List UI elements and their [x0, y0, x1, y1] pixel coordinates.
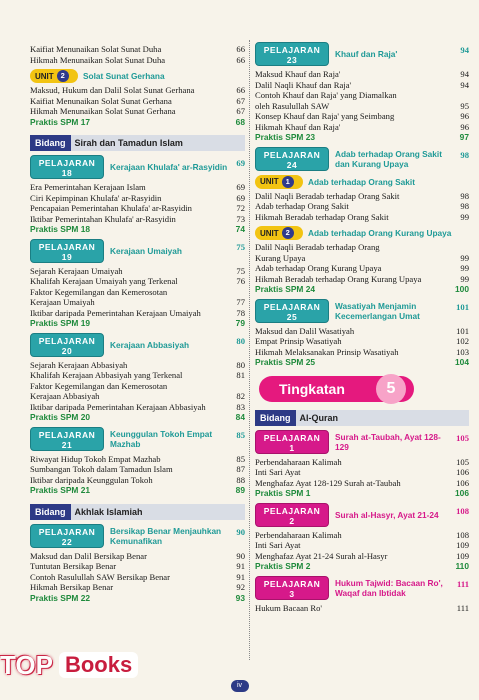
toc-entry[interactable]: [255, 253, 469, 264]
pelajaran-number: 22: [61, 536, 73, 547]
entry-page: 89: [235, 485, 245, 495]
entry-title: Konsep Khauf dan Raja' yang Seimbang: [255, 111, 395, 121]
entry-page: 91: [236, 561, 245, 571]
entry-page: 81: [236, 370, 245, 380]
toc-entry[interactable]: [30, 96, 245, 107]
pelajaran-badge: [255, 147, 329, 171]
toc-entry[interactable]: [30, 381, 245, 392]
entry-title: Kaifiat Menunaikan Solat Sunat Duha: [30, 44, 162, 54]
bidang-title: Akhlak Islamiah: [74, 506, 143, 517]
entry-page: 80: [236, 359, 245, 370]
tingkatan-number: 5: [376, 374, 406, 404]
entry-title: Maksud, Hukum dan Dalil Solat Sunat Gerhana: [30, 85, 195, 95]
toc-entry[interactable]: [255, 101, 469, 112]
pelajaran-badge: [30, 333, 104, 357]
pelajaran-title: Kerajaan Umaiyah: [110, 245, 182, 256]
entry-page: 88: [236, 474, 245, 485]
entry-title: Kerajaan Abbasiyah: [30, 391, 100, 401]
praktis-entry[interactable]: [30, 117, 245, 128]
unit-label: UNIT: [35, 71, 54, 81]
entry-page: 106: [455, 488, 469, 498]
praktis-entry[interactable]: [30, 224, 245, 235]
entry-title: Menghafaz Ayat 21-24 Surah al-Hasyr: [255, 550, 388, 561]
entry-page: 87: [236, 464, 245, 474]
toc-entry[interactable]: [30, 475, 245, 486]
toc-entry[interactable]: [30, 454, 245, 465]
entry-page: [231, 287, 245, 298]
pelajaran-label: PELAJARAN: [38, 526, 96, 537]
toc-entry[interactable]: [30, 391, 245, 402]
toc-entry[interactable]: [30, 572, 245, 583]
entry-title: Praktis SPM 22: [30, 592, 91, 603]
toc-entry[interactable]: [255, 603, 469, 614]
toc-entry[interactable]: [30, 551, 245, 562]
entry-page: 66: [236, 44, 245, 54]
pelajaran-number: 24: [286, 159, 298, 170]
pelajaran-number: 19: [61, 251, 73, 262]
pelajaran-number: 2: [289, 515, 295, 526]
toc-entry[interactable]: [255, 478, 469, 489]
entry-title: Menghafaz Ayat 128-129 Surah at-Taubah: [255, 477, 401, 488]
unit-badge: [255, 175, 303, 189]
entry-title: Iktibar Pemerintahan Khulafa' ar-Rasyidin: [30, 213, 176, 224]
toc-entry[interactable]: [255, 69, 469, 80]
pelajaran-page: 94: [460, 45, 469, 55]
toc-entry[interactable]: [255, 201, 469, 212]
topbooks-watermark-logo: [0, 650, 210, 680]
pelajaran-page: 98: [460, 149, 469, 160]
pelajaran-number: 18: [61, 168, 73, 178]
page-number: iv: [231, 680, 249, 692]
entry-page: 85: [236, 453, 245, 464]
entry-title: Sejarah Kerajaan Abbasiyah: [30, 359, 128, 370]
entry-page: 105: [456, 456, 469, 467]
toc-entry[interactable]: [255, 551, 469, 562]
bidang-title: Al-Quran: [299, 412, 339, 423]
entry-title: Praktis SPM 20: [30, 412, 91, 422]
entry-title: Praktis SPM 25: [255, 357, 316, 367]
pelajaran-label: PELAJARAN: [263, 505, 321, 516]
pelajaran-header[interactable]: [255, 503, 469, 527]
pelajaran-badge: [30, 427, 104, 451]
entry-title: Hikmah Khauf dan Raja': [255, 121, 341, 132]
pelajaran-number: 23: [286, 55, 298, 65]
pelajaran-header[interactable]: [30, 524, 245, 548]
pelajaran-number: 21: [61, 439, 73, 450]
entry-title: Tuntutan Bersikap Benar: [30, 561, 117, 571]
pelajaran-number: 1: [289, 442, 295, 453]
entry-title: Hikmah Menunaikan Solat Sunat Gerhana: [30, 106, 176, 116]
unit-title: Solat Sunat Gerhana: [83, 71, 165, 81]
entry-title: Praktis SPM 2: [255, 561, 311, 571]
entry-page: 97: [459, 132, 469, 142]
pelajaran-header[interactable]: [255, 430, 469, 454]
pelajaran-label: PELAJARAN: [263, 149, 321, 160]
pelajaran-label: PELAJARAN: [38, 158, 96, 168]
toc-entry[interactable]: [30, 297, 245, 308]
pelajaran-page: 90: [236, 526, 245, 537]
toc-entry[interactable]: [30, 582, 245, 593]
bidang-tag: Bidang: [30, 135, 71, 151]
entry-title: Inti Sari Ayat: [255, 467, 301, 477]
entry-page: 73: [236, 213, 245, 224]
entry-title: Praktis SPM 24: [255, 284, 316, 294]
pelajaran-header[interactable]: [30, 333, 245, 357]
entry-title: Maksud dan Dalil Bersikap Benar: [30, 550, 147, 561]
entry-page: 99: [460, 273, 469, 284]
praktis-entry[interactable]: [30, 318, 245, 329]
entry-title: Hikmah Beradab terhadap Orang Sakit: [255, 211, 389, 222]
entry-page: 90: [236, 550, 245, 561]
entry-title: Iktibar daripada Pemerintahan Kerajaan Abbasiyah: [30, 401, 206, 412]
unit-badge: [30, 69, 78, 83]
entry-title: Maksud dan Dalil Wasatiyah: [255, 325, 355, 336]
toc-entry[interactable]: [255, 457, 469, 468]
pelajaran-title: Hukum Tajwid: Bacaan Ro', Waqaf dan Ibtidak: [335, 577, 443, 598]
pelajaran-title: Khauf dan Raja': [335, 49, 398, 59]
entry-title: Hukum Bacaan Ro': [255, 602, 322, 613]
toc-entry[interactable]: [30, 85, 245, 96]
entry-title: Dalil Naqli Beradab terhadap Orang: [255, 242, 380, 252]
pelajaran-page: 108: [456, 505, 469, 516]
bidang-tag: Bidang: [255, 410, 296, 426]
toc-entry[interactable]: [255, 347, 469, 358]
entry-page: 96: [460, 111, 469, 121]
entry-title: Inti Sari Ayat: [255, 540, 301, 550]
entry-title: Era Pemerintahan Kerajaan Islam: [30, 182, 146, 192]
entry-page: 99: [460, 263, 469, 273]
toc-entry[interactable]: [30, 203, 245, 214]
entry-title: Praktis SPM 17: [30, 116, 91, 127]
entry-page: 101: [456, 325, 469, 336]
entry-page: 95: [460, 100, 469, 111]
entry-title: oleh Rasulullah SAW: [255, 100, 330, 111]
toc-entry[interactable]: [255, 212, 469, 223]
toc-entry[interactable]: [30, 106, 245, 117]
entry-title: Contoh Rasulullah SAW Bersikap Benar: [30, 571, 170, 582]
pelajaran-label: PELAJARAN: [263, 432, 321, 443]
entry-title: Kurang Upaya: [255, 252, 306, 263]
entry-page: 102: [456, 336, 469, 346]
entry-title: Pencapaian Pemerintahan Khulafa' ar-Rasyidin: [30, 203, 192, 213]
pelajaran-header[interactable]: [255, 147, 469, 171]
pelajaran-number: 20: [61, 345, 73, 356]
entry-page: 106: [456, 467, 469, 477]
toc-entry[interactable]: [30, 287, 245, 298]
entry-title: Dalil Naqli Beradab terhadap Orang Sakit: [255, 190, 400, 201]
toc-entry[interactable]: [30, 360, 245, 371]
toc-entry[interactable]: [255, 80, 469, 91]
toc-entry[interactable]: [30, 44, 245, 55]
pelajaran-page: 111: [457, 578, 469, 589]
pelajaran-badge: [255, 299, 329, 323]
entry-page: 78: [236, 307, 245, 318]
pelajaran-number: 3: [289, 588, 295, 599]
toc-entry[interactable]: [30, 193, 245, 204]
entry-page: 108: [456, 529, 469, 540]
entry-title: Hikmah Menunaikan Solat Sunat Duha: [30, 54, 166, 65]
entry-page: 99: [460, 252, 469, 263]
pelajaran-label: PELAJARAN: [263, 578, 321, 589]
entry-page: [455, 242, 469, 253]
toc-right-column: [255, 42, 469, 613]
pelajaran-title: Surah al-Hasyr, Ayat 21-24: [335, 509, 439, 520]
entry-page: 75: [236, 265, 245, 276]
pelajaran-badge: [30, 524, 104, 548]
pelajaran-header[interactable]: [30, 155, 245, 179]
entry-page: 69: [236, 192, 245, 203]
pelajaran-page: 85: [236, 429, 245, 440]
entry-title: Adab terhadap Orang Kurang Upaya: [255, 263, 382, 273]
entry-page: 67: [236, 106, 245, 116]
entry-page: 72: [236, 203, 245, 213]
pelajaran-page: 75: [236, 241, 245, 252]
toc-entry[interactable]: [255, 111, 469, 122]
unit-title: Adab terhadap Orang Sakit: [308, 176, 415, 187]
tingkatan-banner: [259, 376, 414, 402]
tingkatan-label: Tingkatan: [279, 380, 345, 397]
bidang-header: [30, 135, 245, 151]
entry-page: 76: [236, 276, 245, 286]
entry-page: 74: [235, 224, 245, 234]
logo-top-text: TOP: [0, 649, 53, 680]
toc-entry[interactable]: [255, 90, 469, 101]
pelajaran-title: Kerajaan Abbasiyah: [110, 339, 190, 350]
entry-page: [455, 90, 469, 101]
entry-title: Faktor Kegemilangan dan Kemerosotan: [30, 286, 168, 297]
entry-title: Hikmah Bersikap Benar: [30, 582, 114, 592]
bidang-tag: Bidang: [30, 504, 71, 520]
pelajaran-header[interactable]: [255, 576, 469, 600]
entry-page: 79: [235, 318, 245, 328]
entry-page: 94: [460, 79, 469, 90]
bidang-header: [255, 410, 469, 426]
entry-page: 103: [456, 346, 469, 357]
toc-entry[interactable]: [255, 326, 469, 337]
entry-page: 93: [235, 592, 245, 603]
toc-entry[interactable]: [30, 182, 245, 193]
toc-entry[interactable]: [30, 214, 245, 225]
column-divider: [249, 40, 250, 660]
toc-section-duha: [30, 44, 245, 65]
pelajaran-label: PELAJARAN: [263, 301, 321, 312]
entry-page: 83: [236, 401, 245, 412]
pelajaran-badge: [255, 430, 329, 454]
entry-title: Adab terhadap Orang Sakit: [255, 201, 349, 211]
entry-title: Iktibar daripada Keunggulan Tokoh: [30, 474, 153, 485]
pelajaran-title: Kerajaan Khulafa' ar-Rasyidin: [110, 162, 228, 172]
entry-page: 82: [236, 391, 245, 401]
pelajaran-label: PELAJARAN: [38, 429, 96, 440]
pelajaran-header[interactable]: [255, 299, 469, 323]
entry-title: Dalil Naqli Khauf dan Raja': [255, 79, 352, 90]
entry-title: Khalifah Kerajaan Umaiyah yang Terkenal: [30, 276, 178, 286]
entry-page: 69: [236, 182, 245, 192]
entry-title: Riwayat Hidup Tokoh Empat Mazhab: [30, 453, 161, 464]
entry-page: 66: [236, 54, 245, 65]
toc-entry[interactable]: [255, 191, 469, 202]
toc-entry[interactable]: [255, 530, 469, 541]
entry-title: Hikmah Beradab terhadap Orang Kurang Upaya: [255, 273, 422, 284]
pelajaran-label: PELAJARAN: [263, 45, 321, 55]
praktis-entry[interactable]: [30, 485, 245, 496]
toc-entry[interactable]: [30, 370, 245, 381]
praktis-entry[interactable]: [255, 284, 469, 295]
toc-entry[interactable]: [30, 402, 245, 413]
unit-number: 2: [282, 227, 294, 239]
entry-page: 109: [456, 540, 469, 550]
toc-entry[interactable]: [30, 266, 245, 277]
unit-number: 2: [57, 70, 69, 82]
pelajaran-badge: [255, 576, 329, 600]
entry-title: Perbendaharaan Kalimah: [255, 456, 342, 467]
toc-entry[interactable]: [255, 274, 469, 285]
pelajaran-header[interactable]: [255, 42, 469, 66]
entry-page: 84: [235, 412, 245, 422]
entry-title: Sejarah Kerajaan Umaiyah: [30, 265, 123, 276]
entry-page: 104: [455, 357, 469, 367]
unit-badge: [255, 226, 303, 240]
pelajaran-title: Wasatiyah Menjamin Kecemerlangan Umat: [335, 300, 420, 321]
entry-title: Faktor Kegemilangan dan Kemerosotan: [30, 380, 168, 391]
toc-entry[interactable]: [30, 308, 245, 319]
entry-title: Hikmah Melaksanakan Prinsip Wasatiyah: [255, 346, 399, 357]
toc-left-column: [30, 44, 245, 603]
logo-books-text: Books: [59, 652, 138, 678]
entry-page: 92: [236, 582, 245, 592]
toc-entry[interactable]: [255, 336, 469, 347]
praktis-entry[interactable]: [255, 488, 469, 499]
entry-page: 98: [460, 201, 469, 211]
entry-page: [231, 381, 245, 392]
pelajaran-page: 80: [236, 335, 245, 346]
entry-page: 106: [456, 477, 469, 488]
pelajaran-title: Surah at-Taubah, Ayat 128-129: [335, 431, 441, 452]
unit-header[interactable]: [255, 175, 469, 189]
pelajaran-page: 105: [456, 432, 469, 443]
praktis-entry[interactable]: [255, 357, 469, 368]
pelajaran-badge: [255, 503, 329, 527]
entry-title: Khalifah Kerajaan Abbasiyah yang Terkenal: [30, 370, 183, 380]
toc-entry[interactable]: [255, 467, 469, 478]
praktis-entry[interactable]: [30, 412, 245, 423]
entry-title: Contoh Khauf dan Raja' yang Diamalkan: [255, 90, 397, 100]
entry-page: 66: [236, 85, 245, 95]
unit-header[interactable]: [30, 69, 245, 83]
entry-title: Ciri Kepimpinan Khulafa' ar-Rasyidin: [30, 192, 162, 203]
praktis-entry[interactable]: [255, 561, 469, 572]
entry-page: 111: [456, 602, 469, 613]
pelajaran-header[interactable]: [30, 427, 245, 451]
toc-entry[interactable]: [30, 276, 245, 287]
pelajaran-badge: [30, 155, 104, 179]
entry-page: 110: [455, 561, 469, 571]
pelajaran-label: PELAJARAN: [38, 335, 96, 346]
pelajaran-badge: [30, 239, 104, 263]
pelajaran-label: PELAJARAN: [38, 241, 96, 252]
entry-title: Praktis SPM 1: [255, 488, 311, 498]
entry-page: 99: [460, 211, 469, 222]
entry-title: Praktis SPM 18: [30, 224, 91, 234]
unit-label: UNIT: [260, 177, 279, 186]
pelajaran-title: Keunggulan Tokoh Empat Mazhab: [110, 428, 213, 449]
entry-title: Praktis SPM 19: [30, 318, 91, 328]
entry-page: 94: [460, 69, 469, 79]
entry-title: Maksud Khauf dan Raja': [255, 69, 341, 79]
pelajaran-title: Bersikap Benar Menjauhkan Kemunafikan: [110, 525, 222, 546]
pelajaran-title: Adab terhadap Orang Sakit dan Kurang Upaya: [335, 148, 442, 169]
entry-page: 68: [235, 116, 245, 127]
pelajaran-badge: [255, 42, 329, 66]
entry-title: Sumbangan Tokoh dalam Tamadun Islam: [30, 464, 173, 474]
toc-entry[interactable]: [255, 540, 469, 551]
entry-title: Praktis SPM 21: [30, 485, 91, 495]
bidang-header: [30, 504, 245, 520]
entry-title: Praktis SPM 23: [255, 132, 316, 142]
unit-header[interactable]: [255, 226, 469, 240]
unit-number: 1: [282, 176, 294, 188]
entry-page: 96: [460, 121, 469, 132]
pelajaran-number: 25: [286, 311, 298, 322]
entry-title: Kerajaan Umaiyah: [30, 297, 95, 307]
unit-title: Adab terhadap Orang Kurang Upaya: [308, 228, 452, 238]
toc-entry[interactable]: [30, 464, 245, 475]
toc-entry[interactable]: [30, 561, 245, 572]
toc-entry[interactable]: [255, 263, 469, 274]
entry-title: Empat Prinsip Wasatiyah: [255, 336, 342, 346]
entry-page: 77: [236, 297, 245, 307]
entry-page: 91: [236, 571, 245, 582]
entry-title: Perbendaharaan Kalimah: [255, 529, 342, 540]
pelajaran-page: 101: [456, 301, 469, 312]
entry-page: 109: [456, 550, 469, 561]
entry-page: 67: [236, 95, 245, 106]
entry-title: Kaifiat Menunaikan Solat Sunat Gerhana: [30, 95, 172, 106]
toc-entry[interactable]: [255, 242, 469, 253]
praktis-entry[interactable]: [255, 132, 469, 143]
entry-page: 100: [455, 284, 469, 294]
entry-title: Iktibar daripada Pemerintahan Kerajaan Umaiyah: [30, 307, 201, 318]
unit-label: UNIT: [260, 228, 279, 238]
pelajaran-page: 69: [236, 158, 245, 168]
toc-entry[interactable]: [30, 55, 245, 66]
entry-page: 98: [460, 190, 469, 201]
praktis-entry[interactable]: [30, 593, 245, 604]
toc-entry[interactable]: [255, 122, 469, 133]
pelajaran-header[interactable]: [30, 239, 245, 263]
bidang-title: Sirah dan Tamadun Islam: [74, 138, 183, 148]
